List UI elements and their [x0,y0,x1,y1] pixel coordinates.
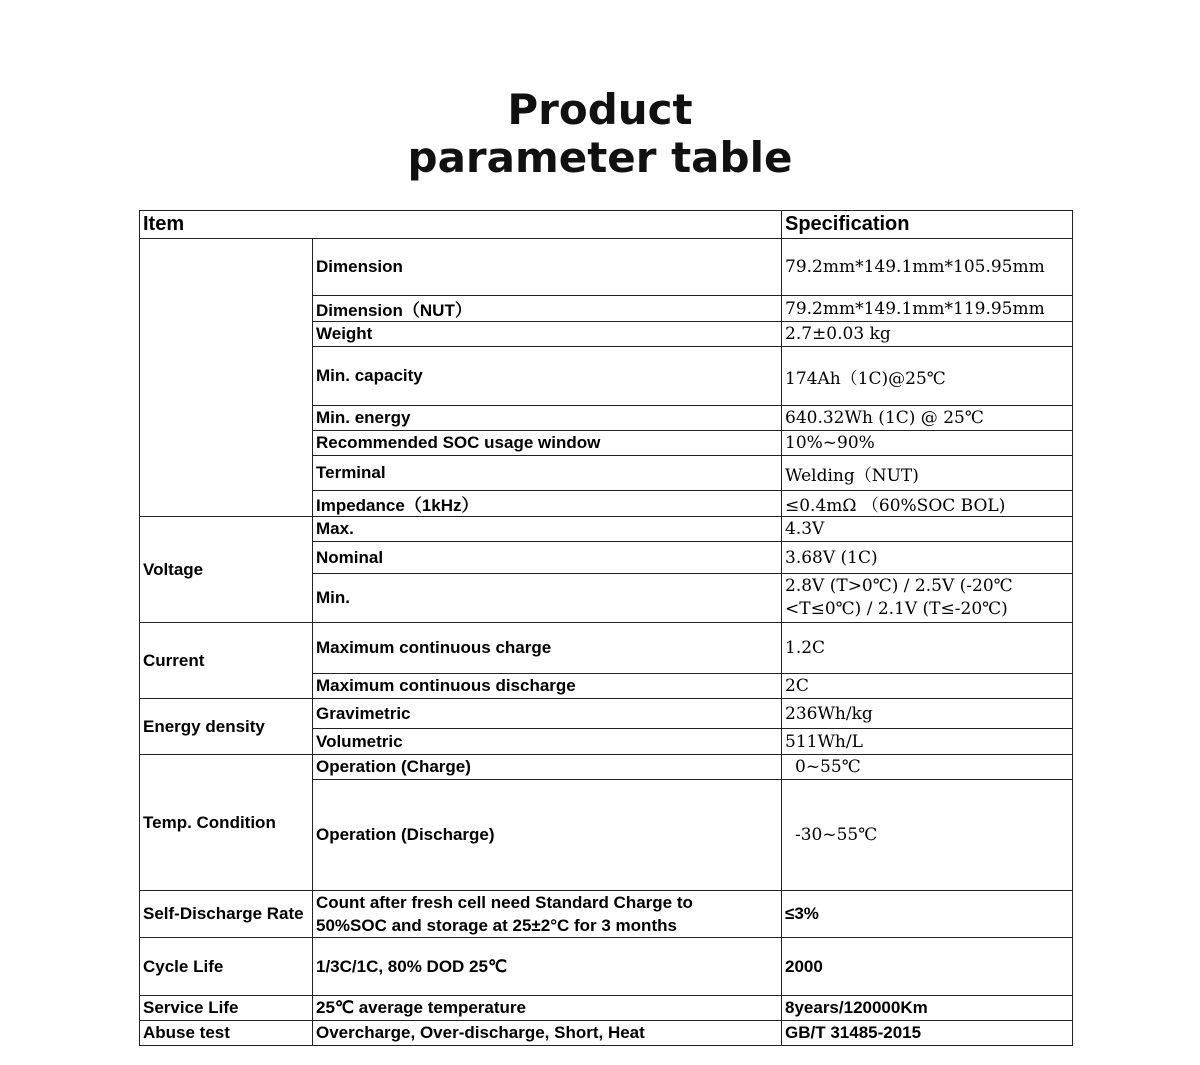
group-label-temp-condition: Temp. Condition [140,755,313,891]
param-label: Terminal [313,456,782,491]
param-label: Min. [313,574,782,623]
spec-value: Welding（NUT) [782,456,1073,491]
table-row [140,699,1073,729]
title-line-1: Product [507,85,693,134]
param-label: Recommended SOC usage window [313,431,782,456]
spec-value: 10%~90% [782,431,1073,456]
param-label: Dimension [313,239,782,296]
table-row [140,996,1073,1021]
spec-value: 2.7±0.03 kg [782,322,1073,347]
table-row [140,517,1073,542]
spec-value: 2C [782,674,1073,699]
spec-value: ≤3% [782,891,1073,938]
spec-value: ≤0.4mΩ （60%SOC BOL) [782,491,1073,517]
general-group-cell [140,239,313,517]
group-label-self-discharge: Self-Discharge Rate [140,891,313,938]
param-label: Volumetric [313,729,782,755]
param-label: Operation (Discharge) [313,780,782,891]
param-label: Maximum continuous charge [313,623,782,674]
table-header-row [140,211,1073,239]
param-label: Max. [313,517,782,542]
spec-value: 79.2mm*149.1mm*105.95mm [782,239,1073,296]
param-label: Dimension（NUT） [313,296,782,322]
param-label [313,891,782,938]
spec-value: 1.2C [782,623,1073,674]
spec-value: 174Ah（1C)@25℃ [782,347,1073,406]
spec-value: 8years/120000Km [782,996,1073,1021]
spec-value: 2000 [782,938,1073,996]
group-label-energy-density: Energy density [140,699,313,755]
spec-value: 3.68V (1C) [782,542,1073,574]
spec-value: 0~55℃ [782,755,1073,780]
spec-value: GB/T 31485-2015 [782,1021,1073,1046]
header-specification: Specification [782,211,1073,239]
param-label: Overcharge, Over-discharge, Short, Heat [313,1021,782,1046]
spec-value: 4.3V [782,517,1073,542]
group-label-current: Current [140,623,313,699]
param-line: Count after fresh cell need Standard Charge to [316,893,693,912]
table-row [140,755,1073,780]
spec-value: 511Wh/L [782,729,1073,755]
title-line-2: parameter table [407,133,793,182]
param-label: Impedance（1kHz） [313,491,782,517]
spec-line: 2.8V (T>0℃) / 2.5V (-20℃ [785,576,1013,596]
spec-value: 79.2mm*149.1mm*119.95mm [782,296,1073,322]
param-label: Gravimetric [313,699,782,729]
group-label-voltage: Voltage [140,517,313,623]
table-row [140,891,1073,938]
param-label: Nominal [313,542,782,574]
group-label-service-life: Service Life [140,996,313,1021]
spec-value: 640.32Wh (1C) @ 25℃ [782,406,1073,431]
parameter-table [139,210,1073,1046]
param-label: Min. energy [313,406,782,431]
param-label: 25℃ average temperature [313,996,782,1021]
spec-value: -30~55℃ [782,780,1073,891]
table-row [140,1021,1073,1046]
spec-line: <T≤0℃) / 2.1V (T≤-20℃) [785,599,1008,619]
param-label: Min. capacity [313,347,782,406]
param-label: Weight [313,322,782,347]
param-label: 1/3C/1C, 80% DOD 25℃ [313,938,782,996]
param-label: Maximum continuous discharge [313,674,782,699]
group-label-abuse-test: Abuse test [140,1021,313,1046]
group-label-cycle-life: Cycle Life [140,938,313,996]
header-item: Item [140,211,782,239]
spec-value: 236Wh/kg [782,699,1073,729]
table-row [140,623,1073,674]
table-row [140,239,1073,296]
spec-value [782,574,1073,623]
page-title [0,86,1200,182]
param-label: Operation (Charge) [313,755,782,780]
table-row [140,938,1073,996]
param-line: 50%SOC and storage at 25±2°C for 3 months [316,916,677,935]
